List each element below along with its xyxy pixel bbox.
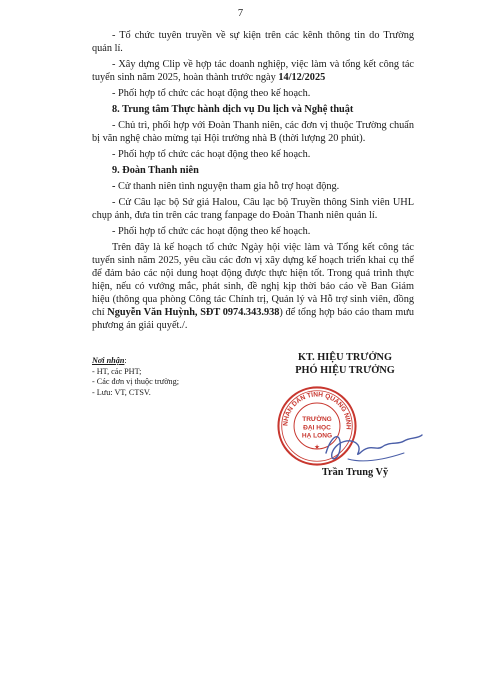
paragraph-text: - Phối hợp tổ chức các hoạt động theo kế hoạch. [112,226,311,237]
body-paragraph [92,148,414,161]
signer-name: Trần Trung Vỹ [321,467,389,478]
paragraph-bold-mid: Nguyễn Văn Huỳnh, SĐT 0974.343.938 [107,307,280,318]
svg-text:TRƯỜNG: TRƯỜNG [302,416,332,424]
body-paragraph [92,119,414,145]
paragraph-text: - Chủ trì, phối hợp với Đoàn Thanh niên, các đơn vị thuộc Trường chuẩn bị văn nghệ chào mừng tại Hội trường nhà B (thời lượng 20 phút). [92,120,414,144]
paragraph-text: Cử thanh niên tình nguyện tham gia hỗ trợ hoạt động. [115,181,340,192]
paragraph-text: 9. Đoàn Thanh niên [112,165,199,176]
recipients-title: Nơi nhận [92,356,125,365]
section-heading [92,164,414,177]
paragraph-text: - Phối hợp tổ chức các hoạt động theo kế hoạch. [112,88,311,99]
svg-text:ĐẠI HỌC: ĐẠI HỌC [303,424,331,432]
body-paragraph [92,58,414,84]
recipient-item: - Các đơn vị thuộc trường; [92,377,179,386]
body-paragraph [92,87,414,100]
recipients-block [92,356,262,398]
body-paragraph [92,180,414,193]
page-number: 7 [237,8,244,19]
paragraph-bold-head: - [112,181,116,192]
paragraph-text: - Cử Câu lạc bộ Sứ giả Halou, Câu lạc bộ Truyền thông Sinh viên UHL chụp ảnh, đưa tin trên các trang fanpage do Đoàn Thanh niên quản lí. [92,197,414,221]
svg-text:HẠ LONG: HẠ LONG [301,432,333,440]
svg-text:NHÂN DÂN TỈNH QUẢNG NINH: NHÂN DÂN TỈNH QUẢNG NINH [282,391,352,430]
paragraph-text: - Tổ chức tuyên truyền về sự kiện trên các kênh thông tin do Trường quản lí. [92,30,414,54]
paragraph-tail: ) để tổng hợp báo cáo tham mưu phương án giải quyết./. [92,307,415,331]
recipient-item: - Lưu: VT, CTSV. [92,387,151,397]
svg-text:★: ★ [314,443,320,451]
paragraph-text: - Xây dựng Clip về hợp tác doanh nghiệp, việc làm và tổng kết công tác tuyển sinh năm 2025, hoàn thành trước ngày [92,59,414,83]
signature-title-line2: PHÓ HIỆU TRƯỞNG [295,365,395,376]
signature-title-line1: KT. HIỆU TRƯỞNG [298,352,392,363]
document-body [92,29,414,335]
recipients-title-colon: : [124,356,127,365]
paragraph-text: Trên đây là kế hoạch tổ chức Ngày hội việc làm và Tổng kết công tác tuyển sinh năm 2025, yêu cầu các đơn vị xây dựng kế hoạch triển khai cụ thể để đảm bảo các nội dung hoạt động được thực hiện tốt. Trong quá trình thực hiện, nếu có vướng mắc, phát sinh, đề nghị kịp thời báo cáo về Ban Giám hiệu (thông qua phòng Công tác Chính trị, Quản lý và Hỗ trợ sinh viên, đồng chí [92,242,414,318]
body-paragraph [92,196,414,222]
paragraph-text: - Phối hợp tổ chức các hoạt động theo kế hoạch. [112,149,311,160]
signature-title-block [260,351,430,377]
section-heading [92,103,414,116]
recipient-item: - HT, các PHT; [92,366,142,376]
body-paragraph [92,29,414,55]
paragraph-bold-tail: 14/12/2025 [278,72,326,83]
body-paragraph [92,241,414,332]
paragraph-text: 8. Trung tâm Thực hành dịch vụ Du lịch và Nghệ thuật [112,104,354,115]
body-paragraph [92,225,414,238]
